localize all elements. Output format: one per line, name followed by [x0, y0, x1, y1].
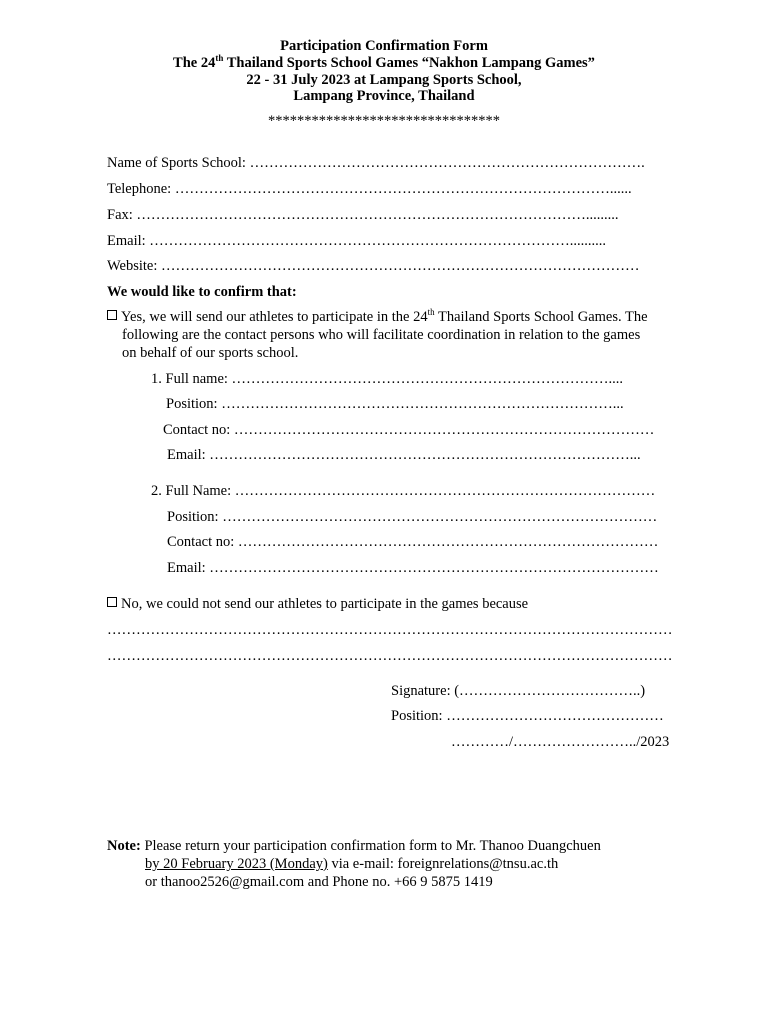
- contact2-contact-no-field[interactable]: Contact no: ……………………………………………………………………………: [167, 534, 659, 550]
- event-location: Lampang Province, Thailand: [293, 88, 475, 104]
- signature-field[interactable]: Signature: (………………………………..): [391, 683, 646, 699]
- note-deadline: by 20 February 2023 (Monday) via e-mail: foreignrelations@tnsu.ac.th: [145, 856, 559, 872]
- no-option[interactable]: No, we could not send our athletes to participate in the games because: [107, 596, 528, 613]
- reason-line[interactable]: ………………………………………………………………………………………………………: [107, 622, 673, 638]
- email-field[interactable]: Email: ……………………………………………………………………………..........: [107, 233, 607, 249]
- contact1-email-field[interactable]: Email: ……………………………………………………………………………...: [167, 447, 641, 463]
- website-field[interactable]: Website: ………………………………………………………………………………………: [107, 258, 640, 274]
- confirm-heading: We would like to confirm that:: [107, 284, 297, 300]
- telephone-field[interactable]: Telephone: ………………………………………………………………………………......: [107, 181, 632, 197]
- reason-line[interactable]: ………………………………………………………………………………………………………: [107, 648, 673, 664]
- school-name-field[interactable]: Name of Sports School: ……………………………………………………………………….: [107, 155, 645, 171]
- date-field[interactable]: …………/……………………../2023: [451, 734, 670, 750]
- separator-stars: ********************************: [268, 113, 500, 129]
- note-label: Note:: [107, 838, 141, 854]
- note-line: Note: Please return your participation confirmation form to Mr. Thanoo Duangchuen: [107, 838, 601, 854]
- no-checkbox[interactable]: [107, 597, 117, 607]
- contact1-full-name-field[interactable]: 1. Full name: ……………………………………………………………………....: [151, 371, 624, 387]
- contact2-position-field[interactable]: Position: ………………………………………………………………………………: [167, 509, 658, 525]
- yes-option-text: on behalf of our sports school.: [122, 345, 299, 361]
- yes-option-text: following are the contact persons who will facilitate coordination in relation to the games: [122, 327, 641, 343]
- event-title: The 24th Thailand Sports School Games “Nakhon Lampang Games”: [173, 53, 595, 71]
- contact1-contact-no-field[interactable]: Contact no: ……………………………………………………………………………: [163, 422, 655, 438]
- yes-checkbox[interactable]: [107, 310, 117, 320]
- yes-option[interactable]: Yes, we will send our athletes to participate in the 24th Thailand Sports School Games. The: [107, 309, 648, 326]
- contact1-position-field[interactable]: Position: ………………………………………………………………………...: [166, 396, 624, 412]
- signature-position-field[interactable]: Position: ………………………………………: [391, 708, 664, 724]
- form-title: Participation Confirmation Form: [280, 38, 488, 54]
- note-contact: or thanoo2526@gmail.com and Phone no. +66 9 5875 1419: [145, 874, 493, 890]
- fax-field[interactable]: Fax: ………………………………………………………………………………….........: [107, 207, 619, 223]
- event-dates: 22 - 31 July 2023 at Lampang Sports School,: [246, 72, 522, 88]
- contact2-email-field[interactable]: Email: …………………………………………………………………………………: [167, 560, 659, 576]
- contact2-full-name-field[interactable]: 2. Full Name: ……………………………………………………………………………: [151, 483, 656, 499]
